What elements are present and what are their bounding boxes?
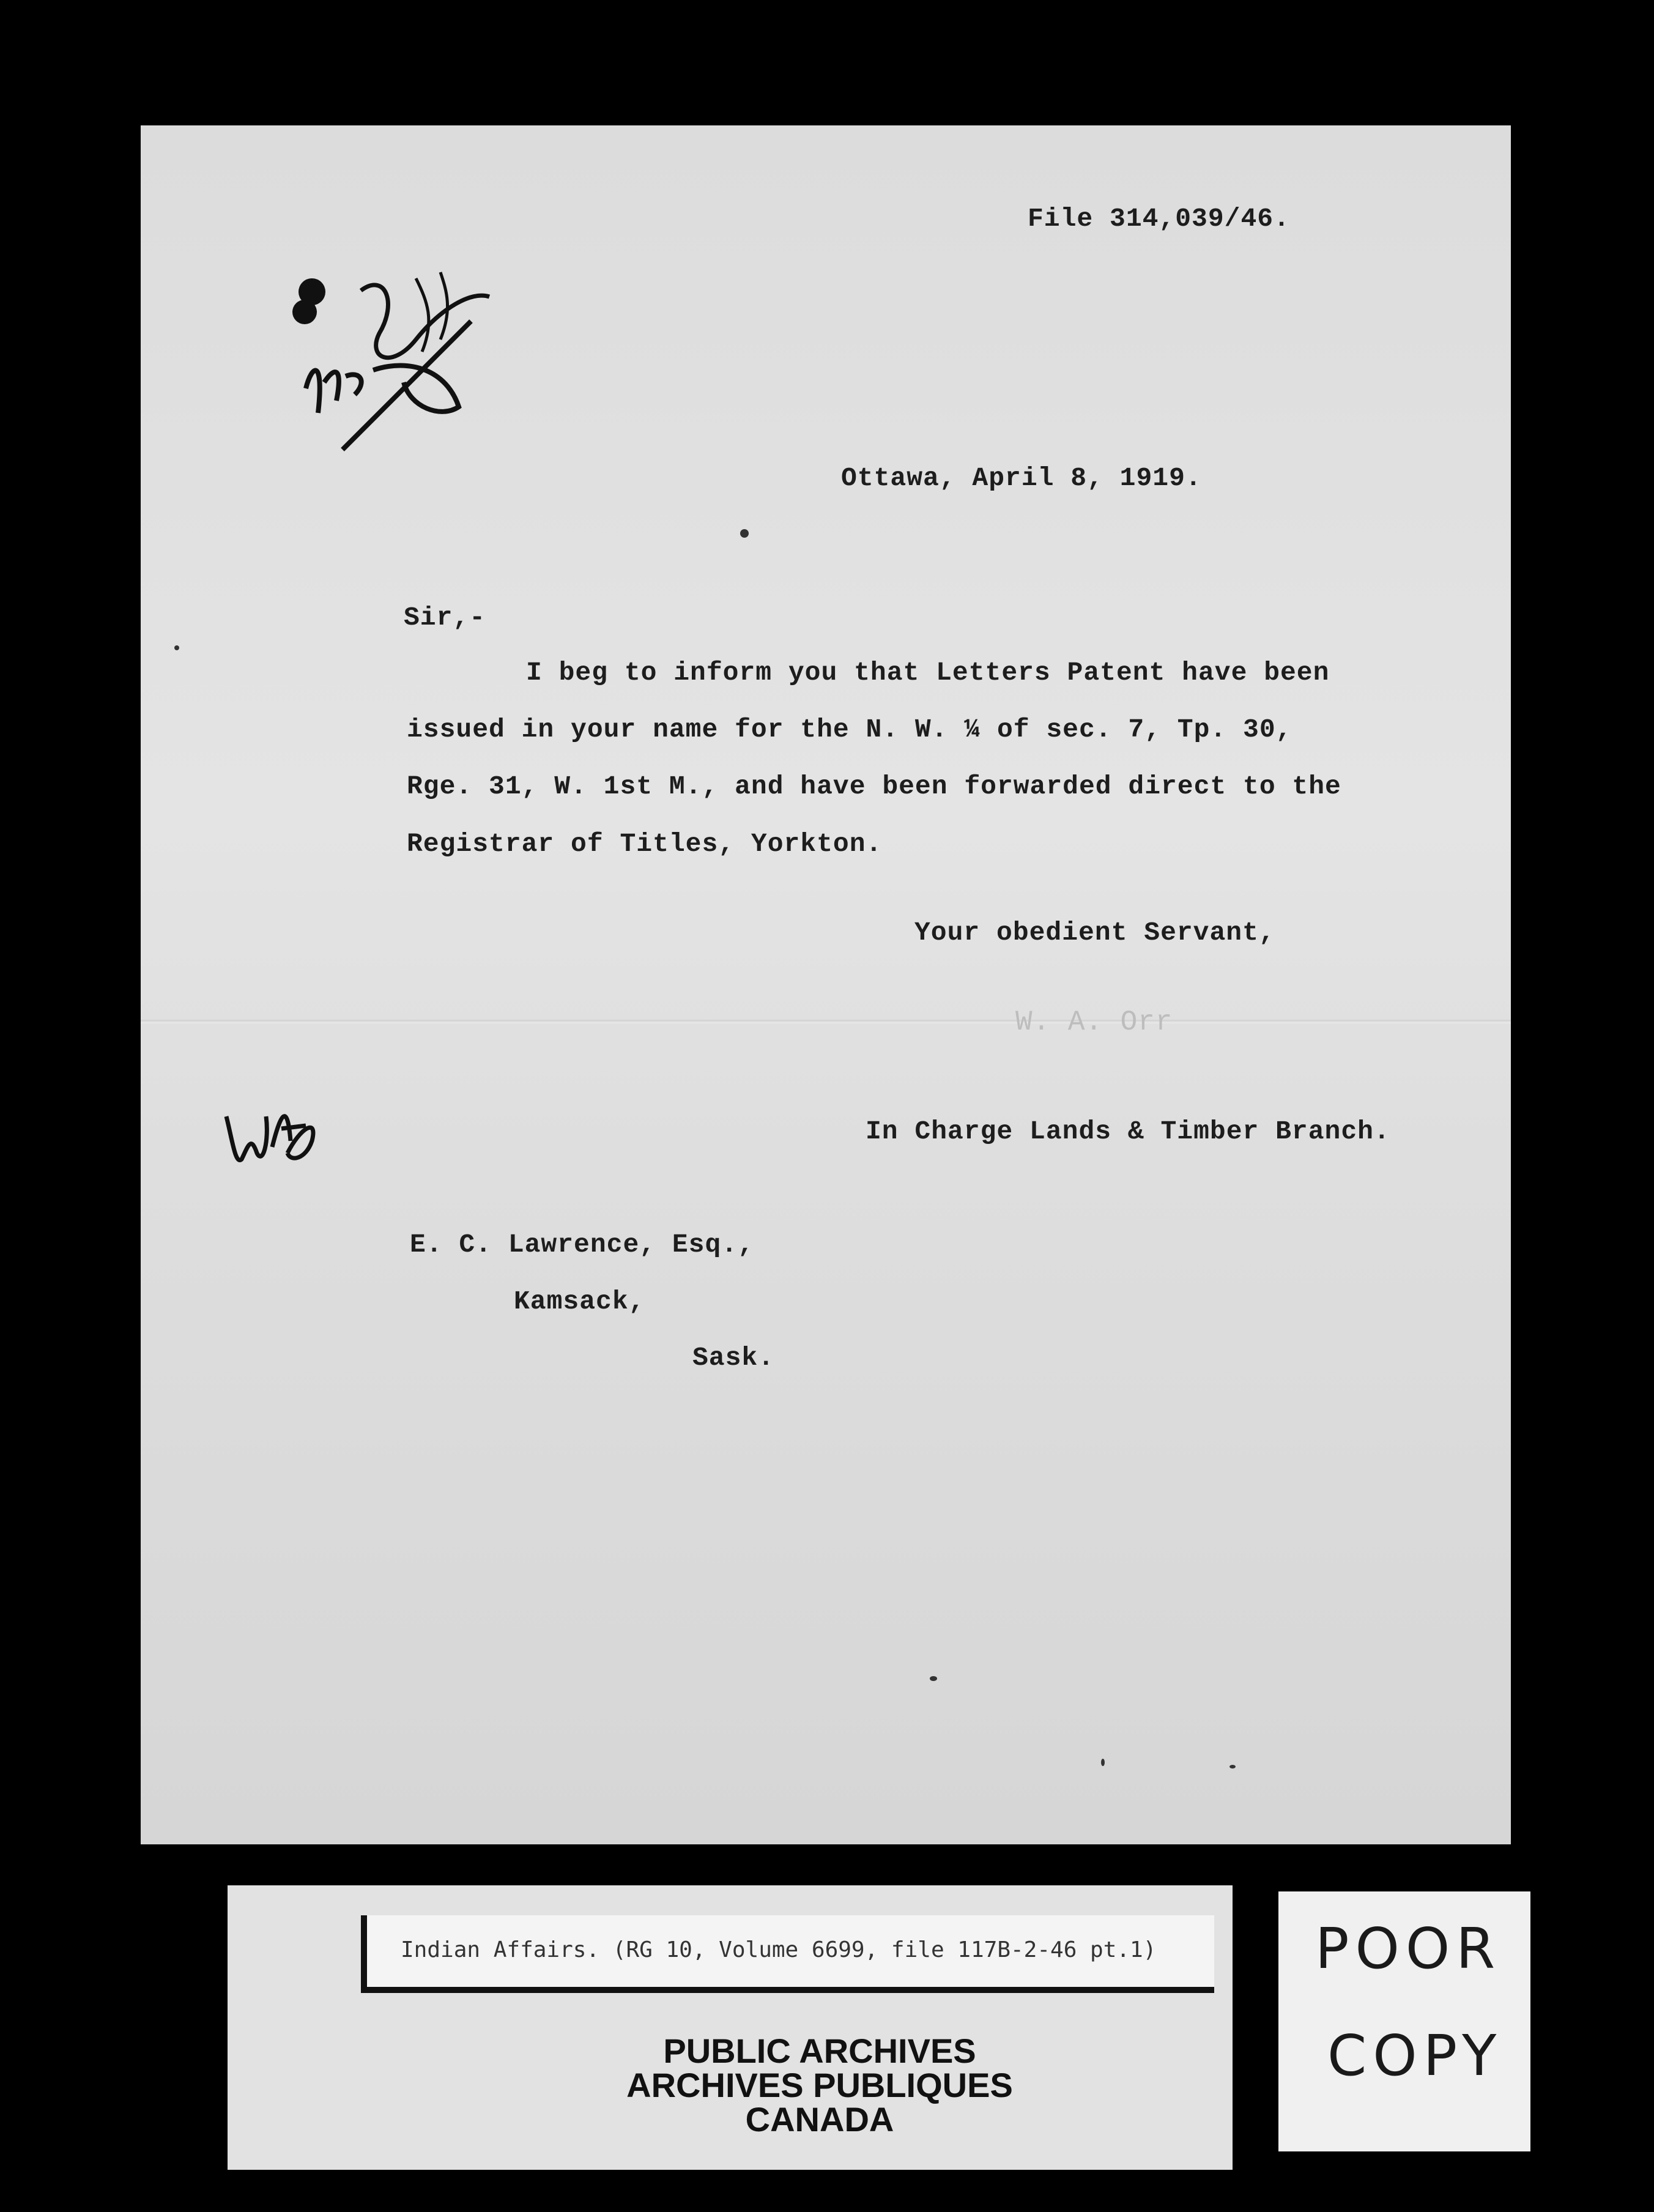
address-name: E. C. Lawrence, Esq., [410,1230,754,1260]
poor-copy-note [1278,1891,1530,2151]
date-line: Ottawa, April 8, 1919. [841,463,1202,493]
address-province: Sask. [692,1343,775,1373]
body-line-3: Rge. 31, W. 1st M., and have been forwarded direct to the [407,771,1341,801]
paper-speck [1229,1765,1236,1768]
signatory-title: In Charge Lands & Timber Branch. [866,1116,1390,1146]
closing: Your obedient Servant, [914,918,1275,948]
paper-speck [930,1676,937,1681]
archive-reference: Indian Affairs. (RG 10, Volume 6699, file 117B-2-46 pt.1) [401,1937,1157,1962]
paper-speck [174,645,179,650]
handwritten-initials [220,1092,324,1171]
archive-line-3: CANADA [745,2100,894,2139]
paper-fold [141,1020,1511,1023]
body-line-4: Registrar of Titles, Yorkton. [407,829,883,859]
body-line-2: issued in your name for the N. W. ¼ of sec. 7, Tp. 30, [407,714,1292,744]
handwritten-initials-mark [287,266,508,450]
archive-line-1: PUBLIC ARCHIVES [663,2032,976,2070]
paper-speck [740,529,749,538]
archive-reference-box [361,1915,1214,1993]
poor-copy-line-1: POOR [1315,1916,1502,1981]
poor-copy-line-2: COPY [1327,2023,1503,2088]
file-reference: File 314,039/46. [1028,204,1290,234]
body-line-1: I beg to inform you that Letters Patent have been [526,658,1330,688]
paper-speck [1101,1759,1105,1766]
salutation: Sir,- [404,603,486,633]
address-town: Kamsack, [514,1286,645,1316]
archive-line-2: ARCHIVES PUBLIQUES [626,2066,1013,2104]
faint-signature: W. A. Orr [1015,1006,1173,1038]
letter-sheet [141,125,1511,1844]
